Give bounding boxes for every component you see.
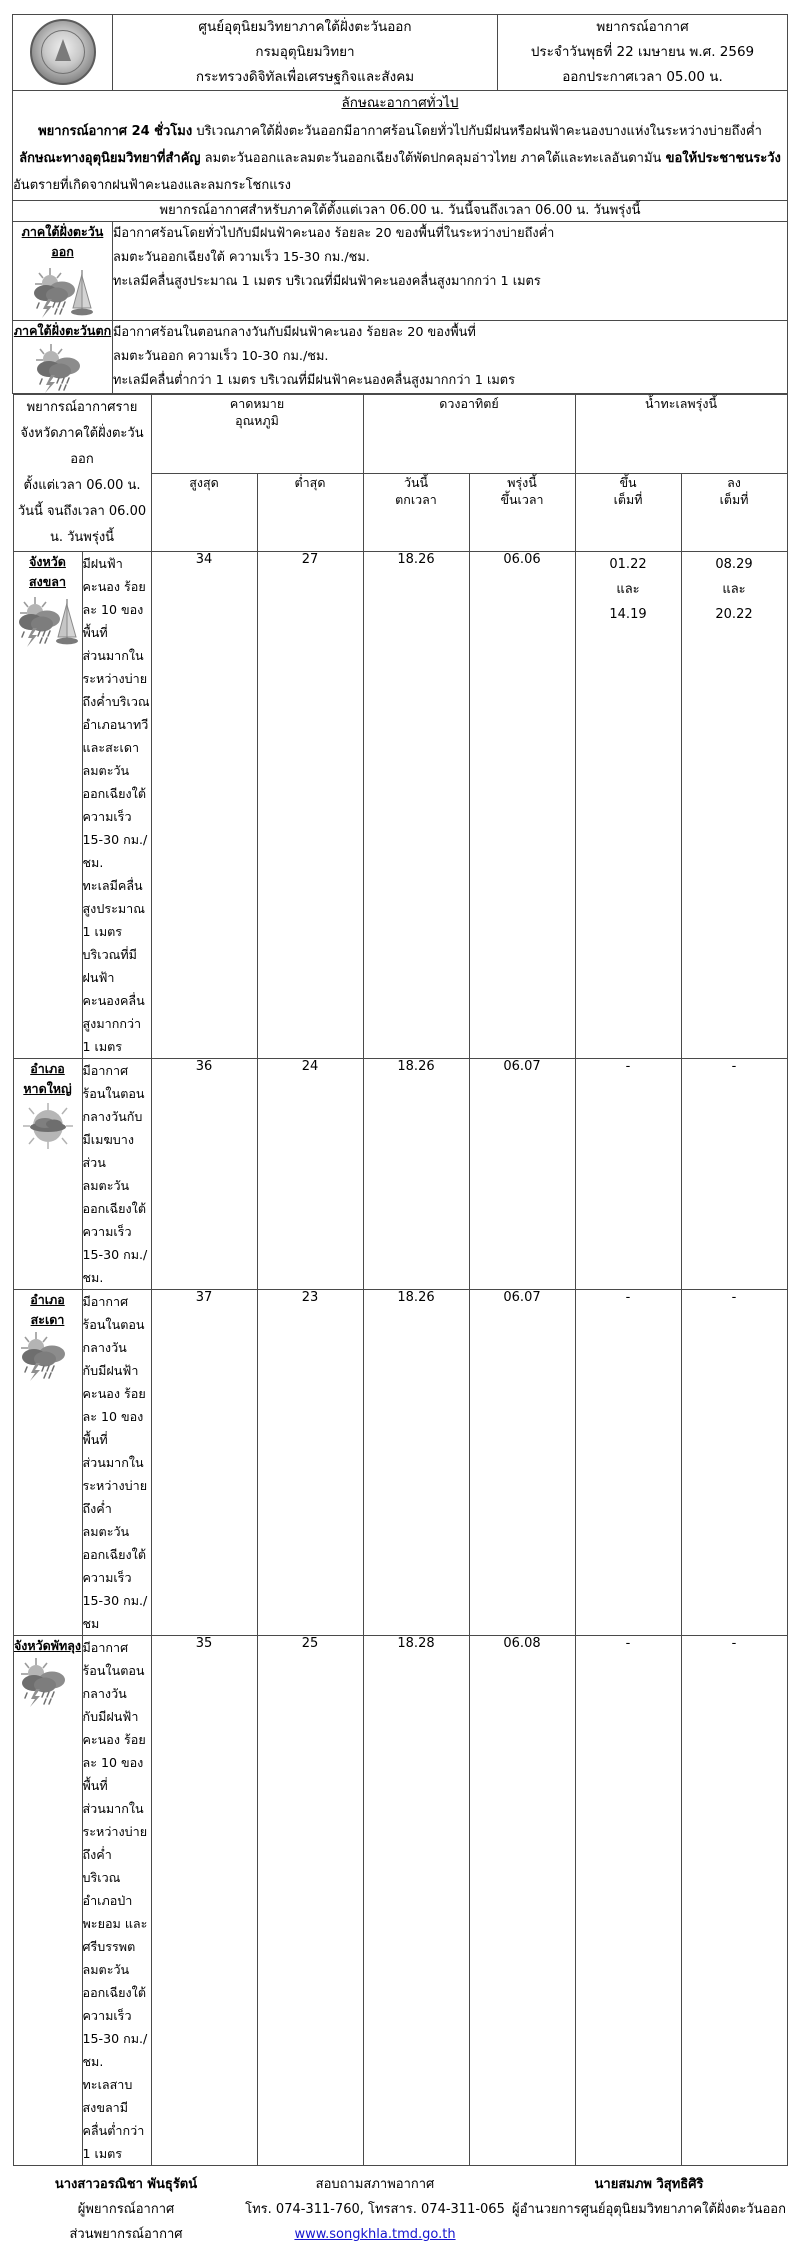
sunset-header: [363, 473, 469, 552]
temp-min-header: ต่ำสุด: [257, 473, 363, 552]
province-desc-line: มีอากาศร้อนในตอนกลางวันกับมีเมฆบางส่วน: [82, 1063, 145, 1170]
tmd-emblem-icon: [30, 19, 96, 85]
sunset-value: 18.26: [363, 1290, 469, 1636]
province-desc-line: บริเวณอำเภอป่าพะยอม และศรีบรรพต: [82, 1870, 148, 1954]
tide-high-value: -: [575, 1636, 681, 2166]
banner-cell: [13, 201, 788, 222]
province-desc-line: กับมีฝนฟ้าคะนอง ร้อยละ 10 ของพื้นที่: [82, 1709, 146, 1793]
forecast-24h-paragraph: [13, 119, 787, 144]
sunset-value: 18.28: [363, 1636, 469, 2166]
website-link-wrapper[interactable]: [294, 2222, 455, 2247]
province-table-title-line1: พยากรณ์อากาศรายจังหวัดภาคใต้ฝั่งตะวันออก: [20, 400, 144, 467]
forecast-24h-text: บริเวณภาคใต้ฝั่งตะวันออกมีอากาศร้อนโดยทั่วไปกับมีฝนหรือฝนฟ้าคะนองบางแห่งในระหว่างบ่ายถึงค่ำ: [192, 124, 762, 139]
general-conditions-cell: [13, 91, 788, 201]
sunset-value: 18.26: [363, 552, 469, 1059]
province-desc-cell: [82, 1290, 151, 1636]
region-label-cell-west: [13, 321, 113, 394]
region-row-west: [13, 321, 788, 394]
footer-left-column: [12, 2172, 240, 2247]
document-table: [12, 14, 788, 2166]
org-ministry: กระทรวงดิจิทัลเพื่อเศรษฐกิจและสังคม: [195, 69, 415, 85]
region-desc-line: ลมตะวันออกเฉียงใต้ ความเร็ว 15-30 กม./ชม.: [113, 250, 370, 265]
province-desc-line: มีอากาศร้อนในตอนกลางวัน: [82, 1294, 145, 1355]
region-desc-line: ทะเลมีคลื่นต่ำกว่า 1 เมตร บริเวณที่มีฝนฟ้าคะนองคลื่นสูงมากกว่า 1 เมตร: [113, 373, 515, 388]
province-desc-cell: [82, 1636, 151, 2166]
director-role: ผู้อำนวยการศูนย์อุตุนิยมวิทยาภาคใต้ฝั่งตะวันออก: [512, 2202, 786, 2217]
province-name-cell: [13, 1059, 82, 1290]
general-conditions-row: [13, 91, 788, 201]
logo-cell: [13, 15, 113, 91]
region-desc-line: ลมตะวันออก ความเร็ว 10-30 กม./ชม.: [113, 349, 329, 364]
province-desc-line: ส่วนมากในระหว่างบ่ายถึงค่ำบริเวณอำเภอนาทวี และสะเดา: [82, 648, 150, 755]
province-name-cell: [13, 1636, 82, 2166]
forecaster-role: ผู้พยากรณ์อากาศ: [77, 2202, 175, 2217]
province-name: อำเภอหาดใหญ่: [23, 1061, 72, 1096]
tide-low-value: -: [681, 1636, 787, 2166]
tide-high-header: [575, 473, 681, 552]
general-conditions-title: ลักษณะอากาศทั่วไป: [341, 95, 459, 111]
tide-group-header: น้ำทะเลพรุ่งนี้: [575, 395, 787, 474]
banner-row: [13, 201, 788, 222]
sun-group-header: ดวงอาทิตย์: [363, 395, 575, 474]
temp-min-value: 27: [257, 552, 363, 1059]
province-desc-cell: [82, 552, 151, 1059]
province-name: อำเภอสะเดา: [30, 1292, 65, 1327]
tide-high-line: 01.22: [609, 557, 647, 572]
province-desc-line: ลมตะวันออกเฉียงใต้ ความเร็ว 15-30 กม./ชม.: [82, 1178, 148, 1285]
tide-high-value: [575, 552, 681, 1059]
document-title: พยากรณ์อากาศ: [596, 19, 689, 35]
province-desc-line: กับมีฝนฟ้าคะนอง ร้อยละ 10 ของพื้นที่: [82, 1363, 146, 1447]
forecast-24h-label: พยากรณ์อากาศ 24 ชั่วโมง: [38, 124, 193, 139]
tide-low-value: -: [681, 1059, 787, 1290]
temp-min-value: 25: [257, 1636, 363, 2166]
sunrise-header-line2: ขึ้นเวลา: [500, 491, 544, 507]
synoptic-text: ลมตะวันออกและลมตะวันออกเฉียงใต้พัดปกคลุมอ่าวไทย ภาคใต้และทะเลอันดามัน: [200, 151, 666, 166]
director-name: นายสมภพ วิสุทธิศิริ: [594, 2177, 704, 2192]
tide-low-value: [681, 552, 787, 1059]
sun-storm-cloud-rain-icon: [14, 1657, 82, 1707]
province-desc-line: ส่วนมากในระหว่างบ่ายถึงค่ำ: [82, 1801, 148, 1862]
tide-low-line: และ: [722, 582, 746, 597]
sun-storm-cloud-rain-sailboat-icon: [13, 264, 112, 320]
tide-high-line: 14.19: [609, 607, 647, 622]
warning-continuation: อันตรายที่เกิดจากฝนฟ้าคะนองและลมกระโชกแรง: [13, 178, 291, 193]
forecaster-name: นางสาวอรณิชา พันธุรัตน์: [54, 2177, 198, 2192]
province-table-row: [13, 394, 788, 2167]
province-table-title: [13, 395, 151, 552]
table-row: [13, 552, 787, 1059]
tide-high-value: -: [575, 1059, 681, 1290]
province-desc-line: มีฝนฟ้าคะนอง ร้อยละ 10 ของพื้นที่: [82, 556, 146, 640]
temp-min-value: 24: [257, 1059, 363, 1290]
footer-center-column: [240, 2172, 510, 2247]
org-department: กรมอุตุนิยมวิทยา: [255, 44, 355, 60]
region-desc-line: มีอากาศร้อนโดยทั่วไปกับมีฝนฟ้าคะนอง ร้อยละ 20 ของพื้นที่ในระหว่างบ่ายถึงค่ำ: [113, 226, 555, 241]
sunrise-header: [469, 473, 575, 552]
region-desc-east: [113, 222, 788, 321]
temp-group-line2: อุณหภูมิ: [235, 413, 279, 428]
tide-low-header-line1: ลง: [727, 474, 741, 490]
region-desc-line: ทะเลมีคลื่นสูงประมาณ 1 เมตร บริเวณที่มีฝนฟ้าคะนองคลื่นสูงมากกว่า 1 เมตร: [113, 274, 541, 289]
website-link[interactable]: www.songkhla.tmd.go.th: [294, 2227, 456, 2242]
tide-high-line: และ: [616, 582, 640, 597]
tide-low-value: -: [681, 1290, 787, 1636]
sunrise-value: 06.06: [469, 552, 575, 1059]
sunset-header-line2: ตกเวลา: [395, 491, 437, 507]
region-label-cell-east: [13, 222, 113, 321]
province-desc-line: ลมตะวันออกเฉียงใต้ ความเร็ว 15-30 กม./ชม: [82, 1524, 148, 1631]
province-name-cell: [13, 552, 82, 1059]
tide-low-header: [681, 473, 787, 552]
province-name-cell: [13, 1290, 82, 1636]
tide-high-header-line2: เต็มที่: [613, 491, 643, 507]
temp-group-line1: คาดหมาย: [229, 396, 285, 411]
header-center-cell: [113, 15, 498, 91]
province-desc-line: บริเวณที่มีฝนฟ้าคะนองคลื่นสูงมากกว่า 1 เมตร: [82, 947, 145, 1054]
sun-cloud-icon: [14, 1100, 82, 1150]
forecast-period-banner: พยากรณ์อากาศสำหรับภาคใต้ตั้งแต่เวลา 06.00 น. วันนี้จนถึงเวลา 06.00 น. วันพรุ่งนี้: [159, 203, 641, 218]
forecaster-division: ส่วนพยากรณ์อากาศ: [69, 2227, 183, 2242]
province-table-cell: [13, 394, 788, 2167]
synoptic-paragraph: [13, 146, 787, 171]
public-warning-label: ขอให้ประชาชนระวัง: [665, 151, 781, 166]
table-row: [13, 1290, 787, 1636]
region-desc-west: [113, 321, 788, 394]
province-header-group-row: [13, 395, 787, 474]
contact-heading: สอบถามสภาพอากาศ: [315, 2177, 435, 2192]
region-name-west: ภาคใต้ฝั่งตะวันตก: [13, 323, 112, 338]
province-desc-line: ทะเลสาบสงขลามีคลื่นต่ำกว่า 1 เมตร: [82, 2077, 145, 2161]
province-desc-line: ส่วนมากในระหว่างบ่ายถึงค่ำ: [82, 1455, 148, 1516]
province-desc-line: มีอากาศร้อนในตอนกลางวัน: [82, 1640, 145, 1701]
province-forecast-table: [13, 394, 788, 2166]
sun-storm-cloud-rain-icon: [14, 1331, 82, 1381]
table-row: [13, 1059, 787, 1290]
forecast-date: ประจำวันพุธที่ 22 เมษายน พ.ศ. 2569: [530, 44, 755, 60]
temp-min-value: 23: [257, 1290, 363, 1636]
tide-low-header-line2: เต็มที่: [719, 491, 749, 507]
sun-storm-cloud-rain-sailboat-icon: [14, 593, 82, 649]
tide-high-header-line1: ขึ้น: [619, 474, 637, 490]
province-desc-line: ลมตะวันออกเฉียงใต้ ความเร็ว 15-30 กม./ชม.: [82, 763, 148, 870]
header-row: [13, 15, 788, 91]
sunrise-header-line1: พรุ่งนี้: [507, 474, 537, 490]
province-name: จังหวัดสงขลา: [29, 554, 66, 589]
region-desc-line: มีอากาศร้อนในตอนกลางวันกับมีฝนฟ้าคะนอง ร้อยละ 20 ของพื้นที่: [113, 325, 476, 340]
temp-max-header: สูงสุด: [151, 473, 257, 552]
footer-right-column: [510, 2172, 788, 2247]
province-desc-line: ลมตะวันออกเฉียงใต้ ความเร็ว 15-30 กม./ชม.: [82, 1962, 148, 2069]
header-right-cell: [498, 15, 788, 91]
province-name: จังหวัดพัทลุง: [13, 1638, 82, 1653]
temp-group-header: [151, 395, 363, 474]
sunset-value: 18.26: [363, 1059, 469, 1290]
synoptic-label: ลักษณะทางอุตุนิยมวิทยาที่สำคัญ: [19, 151, 201, 166]
tide-low-line: 08.29: [715, 557, 753, 572]
sunset-header-line1: วันนี้: [403, 474, 429, 490]
document-footer: [12, 2172, 788, 2247]
tide-low-line: 20.22: [715, 607, 753, 622]
sunrise-value: 06.07: [469, 1059, 575, 1290]
issue-time: ออกประกาศเวลา 05.00 น.: [562, 69, 723, 85]
sun-storm-cloud-rain-icon: [13, 343, 112, 393]
temp-max-value: 37: [151, 1290, 257, 1636]
sunrise-value: 06.08: [469, 1636, 575, 2166]
temp-max-value: 34: [151, 552, 257, 1059]
region-row-east: [13, 222, 788, 321]
province-desc-cell: [82, 1059, 151, 1290]
region-name-east: ภาคใต้ฝั่งตะวันออก: [21, 224, 104, 259]
tide-high-value: -: [575, 1290, 681, 1636]
table-row: [13, 1636, 787, 2166]
temp-max-value: 35: [151, 1636, 257, 2166]
temp-max-value: 36: [151, 1059, 257, 1290]
sunrise-value: 06.07: [469, 1290, 575, 1636]
org-center-name: ศูนย์อุตุนิยมวิทยาภาคใต้ฝั่งตะวันออก: [198, 19, 412, 35]
contact-phone: โทร. 074-311-760, โทรสาร. 074-311-065: [245, 2202, 505, 2217]
province-desc-line: ทะเลมีคลื่นสูงประมาณ 1 เมตร: [82, 878, 145, 939]
province-table-title-line2: ตั้งแต่เวลา 06.00 น. วันนี้ จนถึงเวลา 06.00 น. วันพรุ่งนี้: [17, 478, 147, 545]
